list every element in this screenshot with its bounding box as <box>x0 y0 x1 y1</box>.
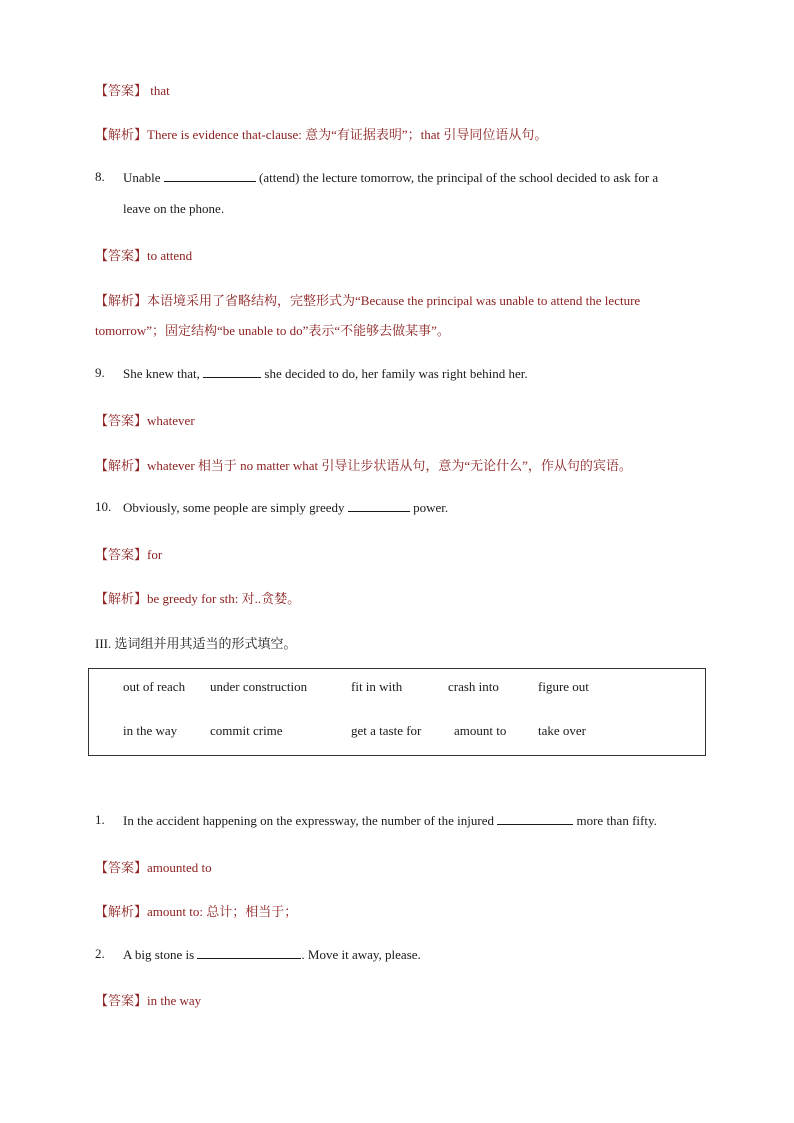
analysis-text: be greedy for sth: 对..贪婪。 <box>147 591 301 606</box>
word-bank-item: out of reach <box>123 679 186 694</box>
part3-question-2-number: 2. <box>95 946 105 961</box>
answer-blank[interactable] <box>164 169 256 182</box>
answer-tag: 【答案】 <box>95 248 148 263</box>
analysis-tag: 【解析】 <box>95 127 148 142</box>
analysis-text: 本语境采用了省略结构，完整形式为“Because the principal was unable to attend the lecture <box>147 293 641 308</box>
part3-question-2 <box>123 946 421 963</box>
answer-text: for <box>147 547 163 562</box>
analysis-tag: 【解析】 <box>95 293 148 308</box>
part3-question-1-number: 1. <box>95 812 105 827</box>
answer-10 <box>95 544 704 563</box>
answer-text: that <box>150 83 170 98</box>
analysis-7 <box>95 124 704 143</box>
part3-analysis-1 <box>95 901 704 920</box>
answer-text: in the way <box>147 993 202 1008</box>
question-8-number: 8. <box>95 169 105 184</box>
answer-text: whatever <box>147 413 195 428</box>
analysis-tag: 【解析】 <box>95 458 148 473</box>
question-8-line2: leave on the phone. <box>123 201 225 216</box>
analysis-9 <box>95 455 704 474</box>
answer-tag: 【答案】 <box>95 860 148 875</box>
word-bank-item: in the way <box>123 723 178 738</box>
part3-question-1 <box>123 812 657 829</box>
word-bank-item: crash into <box>448 679 499 694</box>
analysis-text: There is evidence that-clause: 意为“有证据表明”；that 引导同位语从句。 <box>147 127 548 142</box>
analysis-text: amount to: 总计；相当于； <box>147 904 298 919</box>
word-bank-item: take over <box>538 723 587 738</box>
question-8-line1 <box>123 169 658 186</box>
answer-9 <box>95 410 704 429</box>
answer-text: to attend <box>147 248 193 263</box>
question-text: A big stone is <box>123 947 195 962</box>
question-10 <box>123 499 448 516</box>
answer-tag: 【答案】 <box>95 547 148 562</box>
answer-blank[interactable] <box>197 946 301 959</box>
word-bank <box>88 668 706 756</box>
question-text: . Move it away, please. <box>301 947 421 962</box>
part3-answer-2 <box>95 990 704 1009</box>
answer-tag: 【答案】 <box>95 83 148 98</box>
word-bank-item: amount to <box>454 723 507 738</box>
question-text: power. <box>413 500 449 515</box>
analysis-10 <box>95 588 704 607</box>
question-9-number: 9. <box>95 365 105 380</box>
answer-7 <box>95 80 704 99</box>
word-bank-item: commit crime <box>210 723 283 738</box>
answer-blank[interactable] <box>348 499 410 512</box>
analysis-8-line2: tomorrow”；固定结构“be unable to do”表示“不能够去做某事”。 <box>95 323 450 338</box>
analysis-tag: 【解析】 <box>95 904 148 919</box>
question-text: she decided to do, her family was right behind her. <box>264 366 528 381</box>
answer-8 <box>95 245 704 264</box>
question-10-number: 10. <box>95 499 112 514</box>
word-bank-item: under construction <box>210 679 308 694</box>
part3-answer-1 <box>95 857 704 876</box>
answer-blank[interactable] <box>497 812 573 825</box>
question-text: She knew that, <box>123 366 200 381</box>
answer-tag: 【答案】 <box>95 993 148 1008</box>
analysis-8-line1 <box>95 290 704 309</box>
analysis-tag: 【解析】 <box>95 591 148 606</box>
answer-tag: 【答案】 <box>95 413 148 428</box>
word-bank-item: fit in with <box>351 679 403 694</box>
question-text: In the accident happening on the expressway, the number of the injured <box>123 813 494 828</box>
question-text: Obviously, some people are simply greedy <box>123 500 345 515</box>
question-text: Unable <box>123 170 161 185</box>
question-9 <box>123 365 528 382</box>
question-text: (attend) the lecture tomorrow, the principal of the school decided to ask for a <box>259 170 659 185</box>
analysis-text: whatever 相当于 no matter what 引导让步状语从句，意为“无论什么”，作从句的宾语。 <box>147 458 632 473</box>
question-text: more than fifty. <box>576 813 657 828</box>
word-bank-item: figure out <box>538 679 589 694</box>
answer-blank[interactable] <box>203 365 261 378</box>
answer-text: amounted to <box>147 860 212 875</box>
word-bank-item: get a taste for <box>351 723 422 738</box>
section-heading: III. 选词组并用其适当的形式填空。 <box>95 636 297 651</box>
